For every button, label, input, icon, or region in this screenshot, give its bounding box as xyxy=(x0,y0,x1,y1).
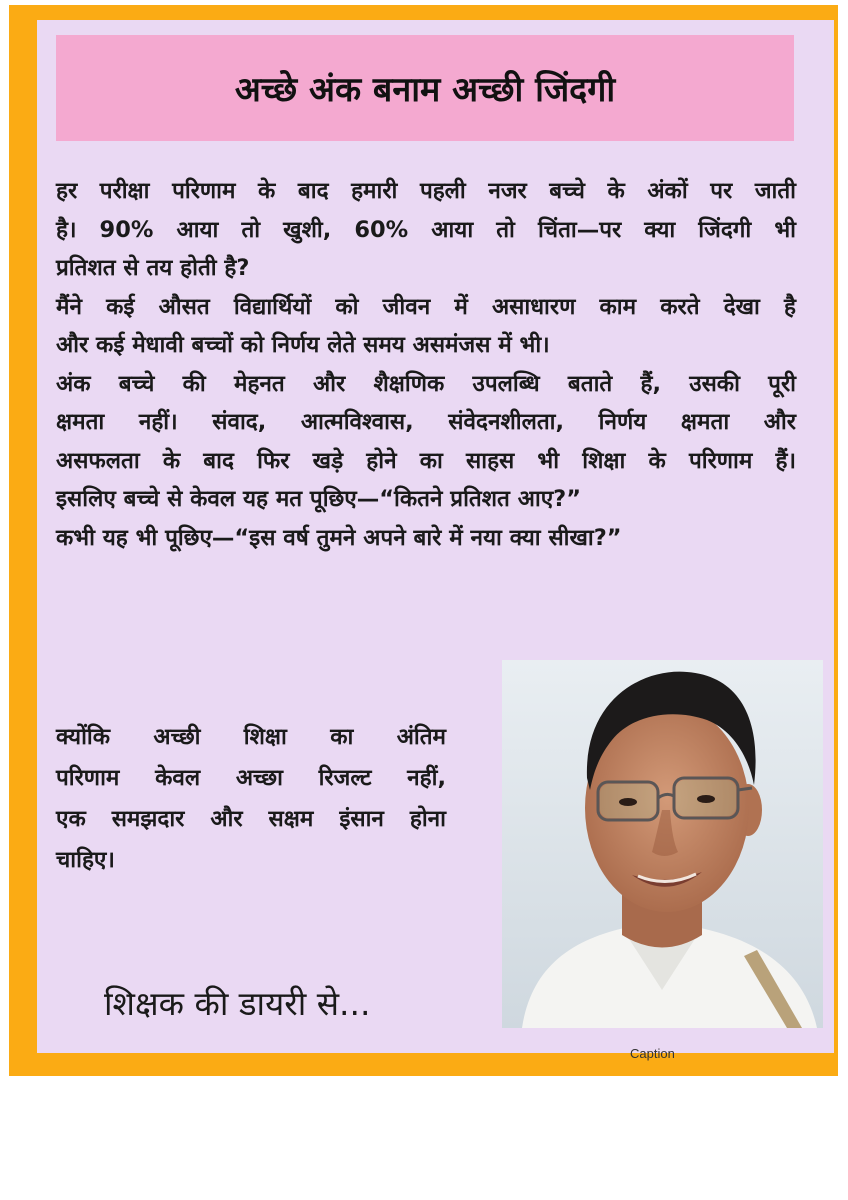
title-banner xyxy=(56,35,794,141)
author-photo xyxy=(502,660,823,1028)
body-line: मैंने कई औसत विद्यार्थियों को जीवन में असाधारण काम करते देखा है xyxy=(56,293,796,320)
page-title: अच्छे अंक बनाम अच्छी जिंदगी xyxy=(234,70,616,110)
body-line: क्षमता नहीं। संवाद, आत्मविश्वास, संवेदनशीलता, निर्णय क्षमता और xyxy=(56,409,796,435)
body-line: है। 90% आया तो खुशी, 60% आया तो चिंता—पर क्या जिंदगी भी xyxy=(56,216,796,243)
quote-line: परिणाम केवल अच्छा रिजल्ट नहीं, xyxy=(56,765,446,791)
quote-line: एक समझदार और सक्षम इंसान होना xyxy=(56,806,446,832)
body-line: इसलिए बच्चे से केवल यह मत पूछिए—“कितने प्रतिशत आए?” xyxy=(56,486,581,512)
quote-line: चाहिए। xyxy=(56,847,115,873)
quote-line: क्योंकि अच्छी शिक्षा का अंतिम xyxy=(56,724,446,750)
body-line: अंक बच्चे की मेहनत और शैक्षणिक उपलब्धि बताते हैं, उसकी पूरी xyxy=(56,370,796,397)
signature-text: शिक्षक की डायरी से... xyxy=(104,984,371,1023)
body-line: कभी यह भी पूछिए—“इस वर्ष तुमने अपने बारे में नया क्या सीखा?” xyxy=(56,524,622,551)
photo-caption: Caption xyxy=(630,1046,675,1061)
body-line: असफलता के बाद फिर खड़े होने का साहस भी शिक्षा के परिणाम हैं। xyxy=(56,447,796,474)
closing-quote xyxy=(56,717,446,881)
author-portrait-illustration xyxy=(502,660,823,1028)
body-line: हर परीक्षा परिणाम के बाद हमारी पहली नजर बच्चे के अंकों पर जाती xyxy=(56,178,796,204)
body-line: प्रतिशत से तय होती है? xyxy=(56,255,250,281)
body-line: और कई मेधावी बच्चों को निर्णय लेते समय असमंजस में भी। xyxy=(56,332,550,358)
article-body xyxy=(56,172,796,557)
